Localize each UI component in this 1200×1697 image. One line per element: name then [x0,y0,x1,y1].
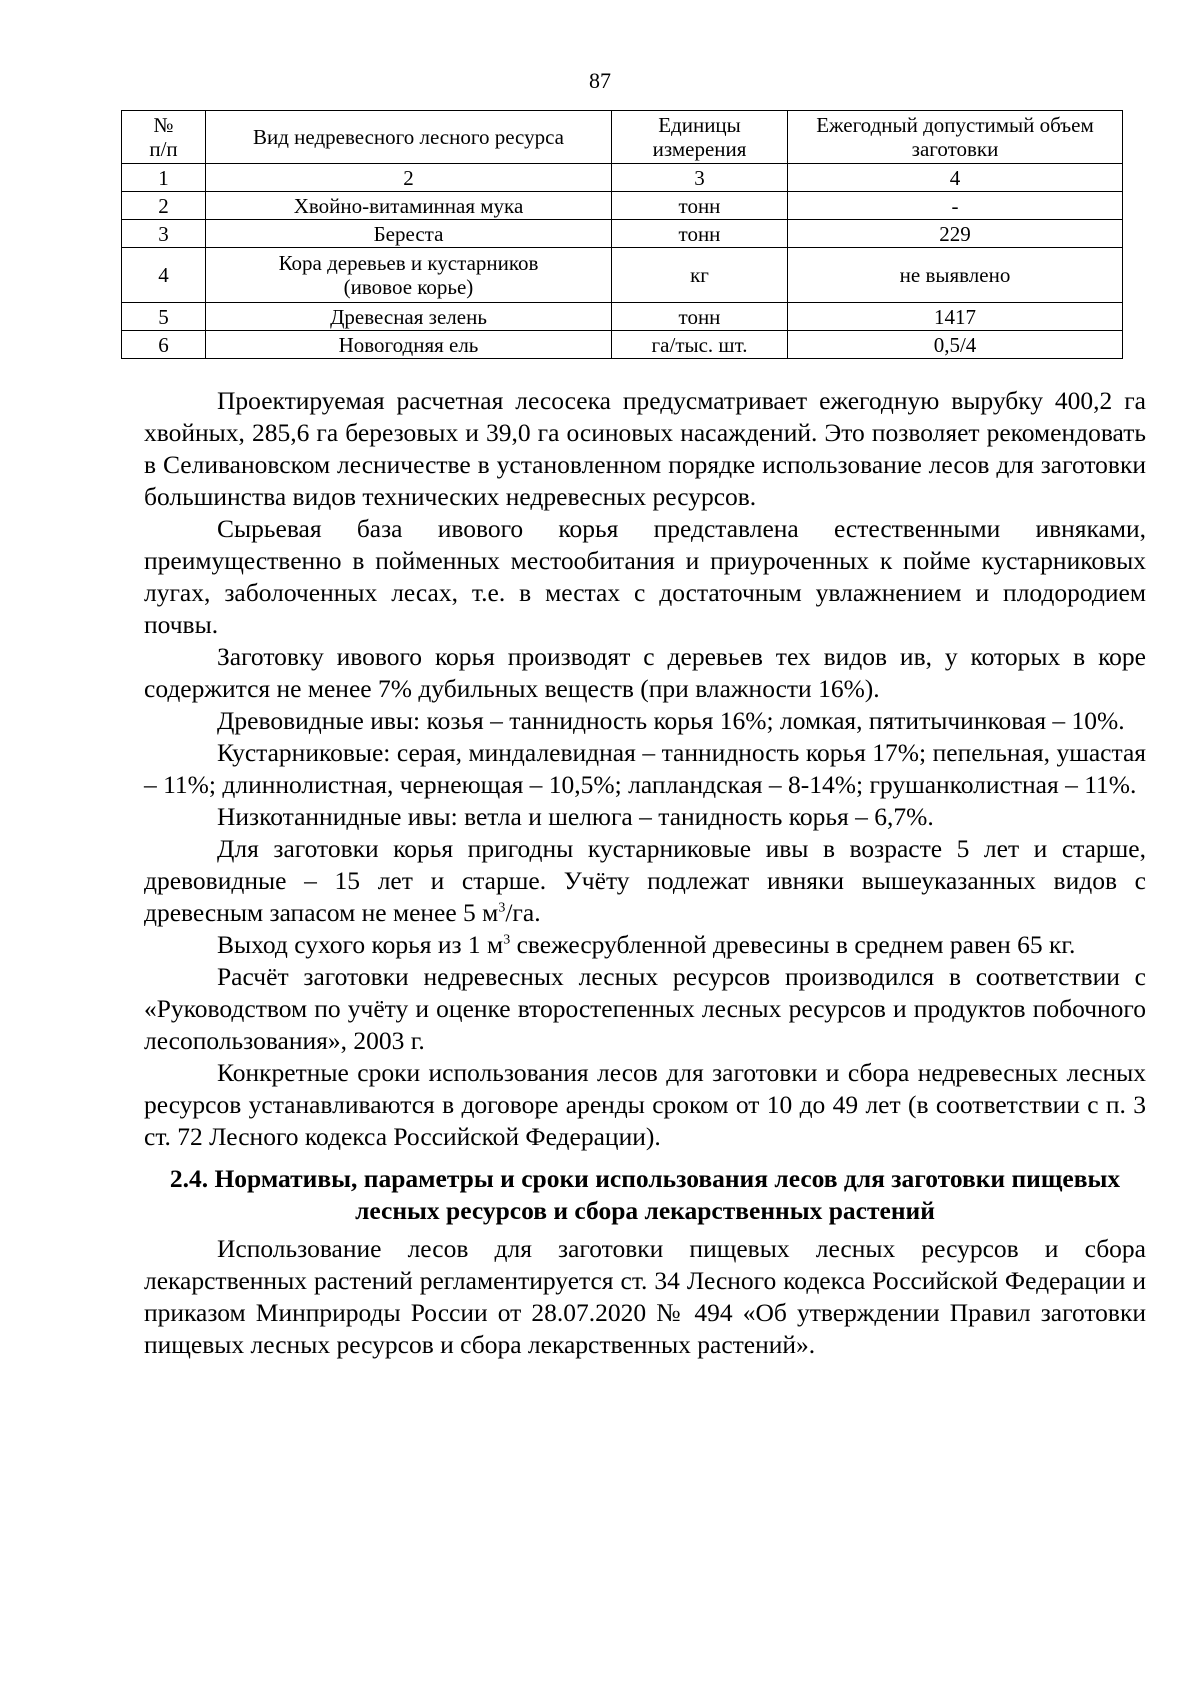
table-header-row [122,111,1123,164]
cell-name: 2 [206,164,612,192]
header-volume: Ежегодный допустимый объем заготовки [788,111,1123,164]
table-row [122,192,1123,220]
cell-num: 2 [122,192,206,220]
cell-volume: 4 [788,164,1123,192]
cell-volume: - [788,192,1123,220]
paragraph: Расчёт заготовки недревесных лесных ресурсов производился в соответствии с «Руководством по учёту и оценке второстепенных лесных ресурсов и продуктов побочного лесопользования», 2003 г. [144,962,1146,1055]
section-heading: 2.4. Нормативы, параметры и сроки использования лесов для заготовки пищевых лесных ресурсов и сбора лекарственных растений [169,1164,1121,1225]
cell-unit: 3 [612,164,788,192]
cell-unit: тонн [612,220,788,248]
cell-name: Хвойно-витаминная мука [206,192,612,220]
cell-unit: тонн [612,192,788,220]
paragraph: Кустарниковые: серая, миндалевидная – таннидность корья 17%; пепельная, ушастая – 11%; длиннолистная, чернеющая – 10,5%; лапландская – 8-14%; грушанколистная – 11%. [144,738,1146,799]
paragraph: Проектируемая расчетная лесосека предусматривает ежегодную вырубку 400,2 га хвойных, 285,6 га березовых и 39,0 га осиновых насаждений. Это позволяет рекомендовать в Селивановском лесничестве в установленном порядке использование лесов для заготовки большинства видов технических недревесных ресурсов. [144,386,1146,511]
cell-num: 1 [122,164,206,192]
header-num: № п/п [122,111,206,164]
cell-name: Береста [206,220,612,248]
paragraph: Конкретные сроки использования лесов для заготовки и сбора недревесных лесных ресурсов устанавливаются в договоре аренды сроком от 10 до 49 лет (в соответствии с п. 3 ст. 72 Лесного кодекса Российской Федерации). [144,1058,1146,1151]
cell-volume: не выявлено [788,248,1123,303]
cell-unit: тонн [612,303,788,331]
table-row [122,331,1123,359]
cell-unit: кг [612,248,788,303]
page-number: 87 [589,68,611,93]
paragraph: Использование лесов для заготовки пищевых лесных ресурсов и сбора лекарственных растений регламентируется ст. 34 Лесного кодекса Российской Федерации и приказом Минприроды России от 28.07.2020 № 494 «Об утверждении Правил заготовки пищевых лесных ресурсов и сбора лекарственных растений». [144,1234,1146,1359]
cell-num: 5 [122,303,206,331]
cell-name: Кора деревьев и кустарников (ивовое корье) [206,248,612,303]
body-text [144,385,1146,1361]
cell-volume: 0,5/4 [788,331,1123,359]
cell-unit: га/тыс. шт. [612,331,788,359]
cell-num: 3 [122,220,206,248]
paragraph: Сырьевая база ивового корья представлена естественными ивняками, преимущественно в пойменных местообитания и приуроченных к пойме кустарниковых лугах, заболоченных лесах, т.е. в местах с достаточным увлажнением и плодородием почвы. [144,514,1146,639]
resource-table [121,110,1123,359]
paragraph: Заготовку ивового корья производят с деревьев тех видов ив, у которых в коре содержится не менее 7% дубильных веществ (при влажности 16%). [144,642,1146,703]
cell-volume: 1417 [788,303,1123,331]
table-row [122,248,1123,303]
table-row [122,303,1123,331]
paragraph: Низкотаннидные ивы: ветла и шелюга – танидность корья – 6,7%. [217,802,934,831]
paragraph: Древовидные ивы: козья – таннидность корья 16%; ломкая, пятитычинковая – 10%. [217,706,1125,735]
cell-num: 4 [122,248,206,303]
paragraph: Для заготовки корья пригодны кустарниковые ивы в возрасте 5 лет и старше, древовидные – 15 лет и старше. Учёту подлежат ивняки вышеуказанных видов с древесным запасом не менее 5 $м^3/га$. [144,834,1146,927]
table-row [122,164,1123,192]
cell-num: 6 [122,331,206,359]
cell-name: Новогодняя ель [206,331,612,359]
paragraph: Выход сухого корья из 1 $м^3$ свежесрубленной древесины в среднем равен 65 кг. [217,930,1076,959]
cell-name: Древесная зелень [206,303,612,331]
cell-volume: 229 [788,220,1123,248]
header-unit: Единицы измерения [612,111,788,164]
table-row [122,220,1123,248]
header-name: Вид недревесного лесного ресурса [206,111,612,164]
